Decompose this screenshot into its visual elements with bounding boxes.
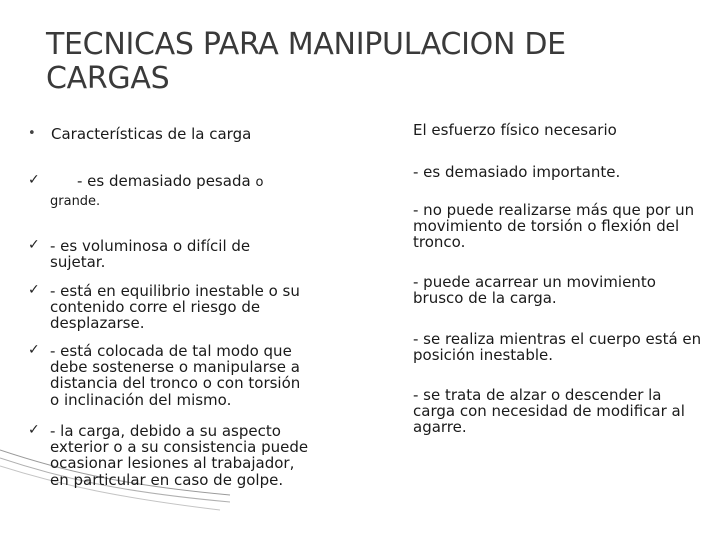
- left-item-1-rest: o: [255, 175, 264, 190]
- header-bullet: •: [28, 126, 36, 141]
- left-item-1-main: - es demasiado pesada: [77, 172, 251, 190]
- right-item-3: - puede acarrear un movimiento brusco de la carga.: [413, 273, 656, 308]
- left-item-1-continuation: grande.: [50, 194, 101, 209]
- right-item-5: - se trata de alzar o descender la carga con necesidad de modificar al agarre.: [413, 386, 685, 437]
- checkmark-icon: ✓: [28, 172, 40, 188]
- checkmark-icon: ✓: [28, 237, 40, 253]
- right-item-4: - se realiza mientras el cuerpo está en posición inestable.: [413, 330, 702, 365]
- left-item-1: [50, 173, 310, 191]
- checkmark-icon: ✓: [28, 342, 40, 358]
- left-column-header: Características de la carga: [51, 125, 252, 143]
- checkmark-icon: ✓: [28, 282, 40, 298]
- left-item-3: - está en equilibrio inestable o su contenido corre el riesgo de desplazarse.: [50, 282, 300, 333]
- slide-title: TECNICAS PARA MANIPULACION DE CARGAS: [46, 27, 566, 96]
- right-item-2: - no puede realizarse más que por un movimiento de torsión o flexión del tronco.: [413, 201, 695, 252]
- left-item-2: - es voluminosa o difícil de sujetar.: [50, 237, 251, 272]
- left-item-4: - está colocada de tal modo que debe sostenerse o manipularse a distancia del tronco o con torsión o inclinación del mismo.: [50, 342, 301, 409]
- checkmark-icon: ✓: [28, 422, 40, 438]
- left-item-5: - la carga, debido a su aspecto exterior o a su consistencia puede ocasionar lesiones al trabajador, en particular en caso de golpe.: [50, 422, 309, 489]
- right-column-header: El esfuerzo físico necesario: [413, 121, 617, 139]
- right-item-1: - es demasiado importante.: [413, 163, 621, 181]
